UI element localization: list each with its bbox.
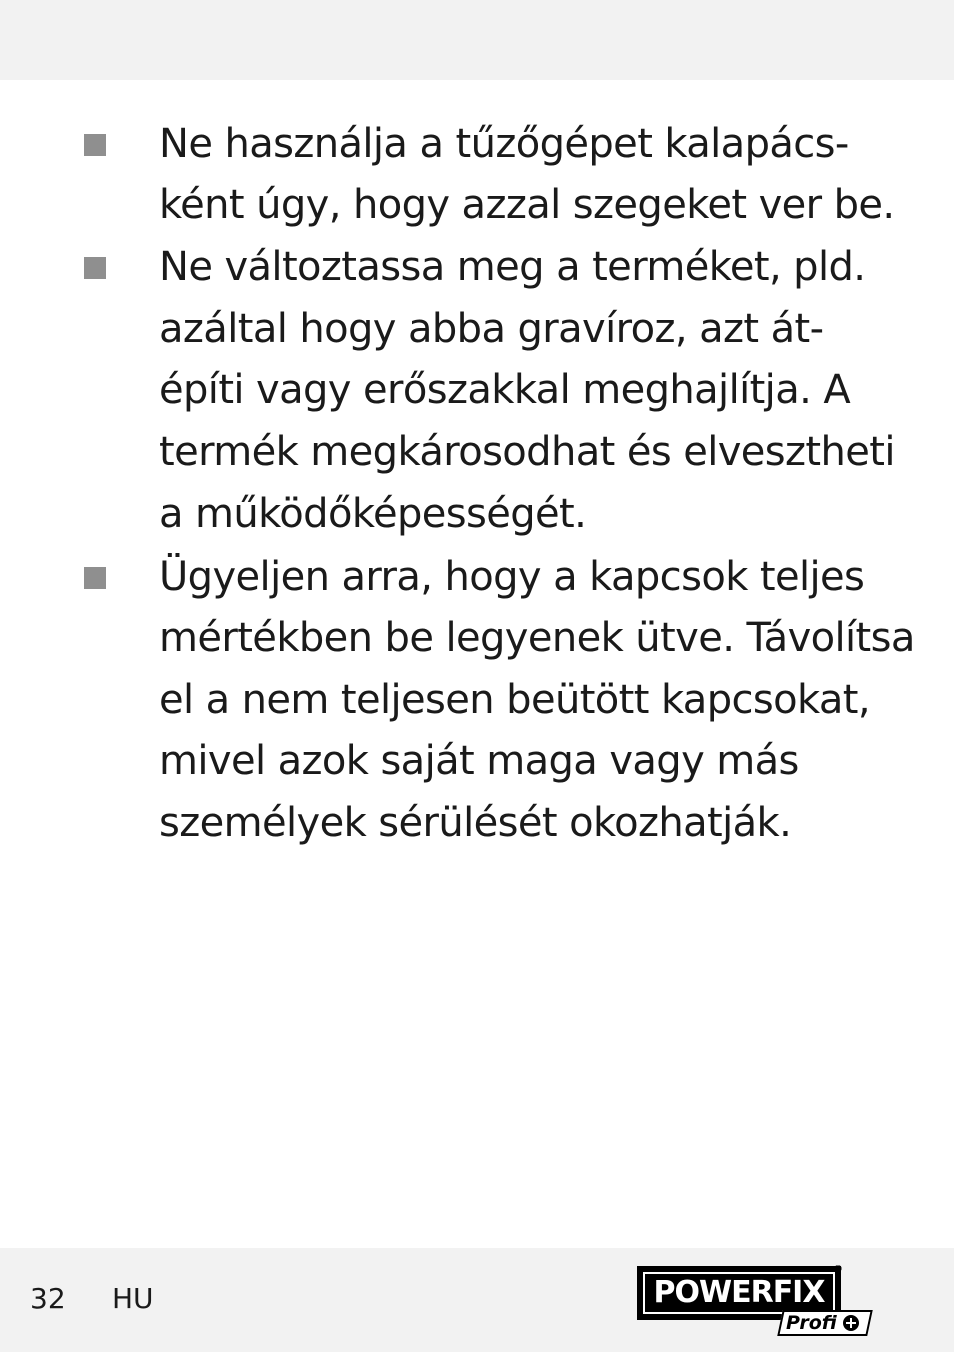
bullet-square-icon <box>84 257 106 279</box>
text-line: Ne használja a tűzőgépet kalapács- <box>159 121 849 167</box>
logo-sub-text: Profi <box>786 1312 837 1334</box>
text-line: építi vagy erőszakkal meghajlítja. A <box>159 367 851 413</box>
text-line: Ne változtassa meg a terméket, pld. <box>159 244 866 290</box>
text-line: el a nem teljesen beütött kapcsokat, <box>159 677 870 723</box>
text-line: azáltal hogy abba gravíroz, azt át- <box>159 306 824 352</box>
plus-circle-icon <box>843 1315 859 1331</box>
text-line: a működőképességét. <box>159 491 587 537</box>
text-line: termék megkárosodhat és elvesztheti <box>159 429 895 475</box>
powerfix-logo <box>637 1266 877 1338</box>
text-line: személyek sérülését okozhatják. <box>159 800 792 846</box>
page-number: 32 <box>30 1282 66 1315</box>
logo-brand-text: POWERFIX <box>653 1275 825 1310</box>
text-line: ként úgy, hogy azzal szegeket ver be. <box>159 182 895 228</box>
bullet-square-icon <box>84 567 106 589</box>
text-line: mértékben be legyenek ütve. Távolítsa <box>159 615 915 661</box>
text-line: Ügyeljen arra, hogy a kapcsok teljes <box>159 554 865 600</box>
header-band <box>0 0 954 80</box>
language-code: HU <box>112 1282 154 1315</box>
text-line: mivel azok saját maga vagy más <box>159 738 799 784</box>
bullet-square-icon <box>84 134 106 156</box>
registered-mark: ® <box>833 1264 843 1275</box>
